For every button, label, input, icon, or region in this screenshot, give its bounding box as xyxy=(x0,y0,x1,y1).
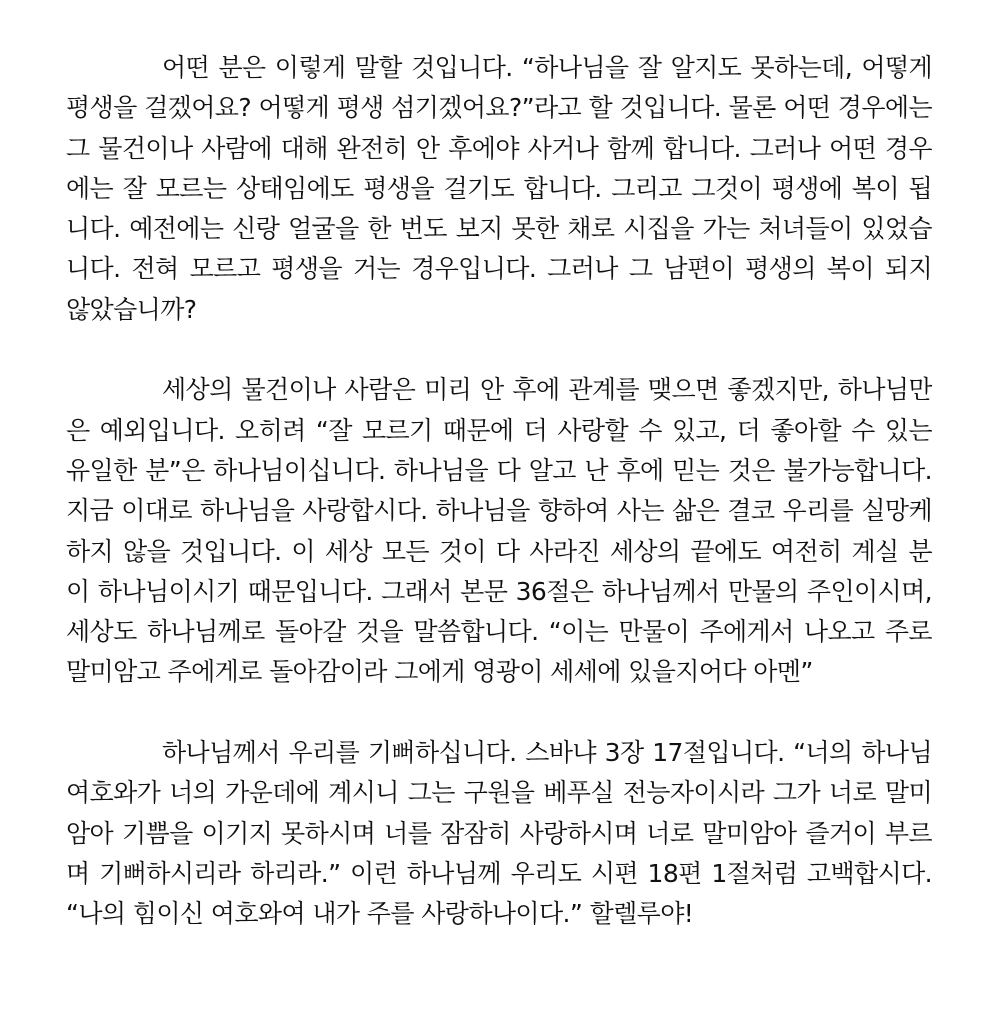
text-line: 하지 않을 것입니다. 이 세상 모든 것이 다 사라진 세상의 끝에도 여전히 계실 분 xyxy=(66,536,932,566)
text-line: 암아 기쁨을 이기지 못하시며 너를 잠잠히 사랑하시며 너로 말미암아 즐거이 부르 xyxy=(66,818,932,848)
text-line: 은 예외입니다. 오히려 “잘 모르기 때문에 더 사랑할 수 있고, 더 좋아할 수 있는 xyxy=(66,415,932,445)
text-line: 세상의 물건이나 사람은 미리 안 후에 관계를 맺으면 좋겠지만, 하나님만 xyxy=(162,375,932,405)
paragraph-spacer xyxy=(66,693,932,733)
text-line: 세상도 하나님께로 돌아갈 것을 말씀합니다. “이는 만물이 주에게서 나오고 주로 xyxy=(66,617,932,647)
text-line: 않았습니까? xyxy=(66,294,197,324)
document-page xyxy=(66,48,932,935)
text-line: 그 물건이나 사람에 대해 완전히 안 후에야 사거나 함께 합니다. 그러나 어떤 경우 xyxy=(66,133,932,163)
text-line: 평생을 걸겠어요? 어떻게 평생 섬기겠어요?”라고 할 것입니다. 물론 어떤 경우에는 xyxy=(66,93,932,123)
text-line: 지금 이대로 하나님을 사랑합시다. 하나님을 향하여 사는 삶은 결코 우리를 실망케 xyxy=(66,496,932,526)
text-line: 유일한 분”은 하나님이십니다. 하나님을 다 알고 난 후에 믿는 것은 불가능합니다. xyxy=(66,455,932,485)
text-line: 며 기뻐하시리라 하리라.” 이런 하나님께 우리도 시편 18편 1절처럼 고백합시다. xyxy=(66,858,932,888)
text-line: 어떤 분은 이렇게 말할 것입니다. “하나님을 잘 알지도 못하는데, 어떻게 xyxy=(162,53,932,82)
paragraph-2 xyxy=(66,370,932,692)
text-line: 여호와가 너의 가운데에 계시니 그는 구원을 베푸실 전능자이시라 그가 너로 말미 xyxy=(66,778,932,808)
text-line: 하나님께서 우리를 기뻐하십니다. 스바냐 3장 17절입니다. “너의 하나님 xyxy=(162,738,932,768)
paragraph-3 xyxy=(66,733,932,934)
text-line: 에는 잘 모르는 상태임에도 평생을 걸기도 합니다. 그리고 그것이 평생에 복이 됩 xyxy=(66,173,932,203)
paragraph-spacer xyxy=(66,330,932,370)
paragraph-1 xyxy=(66,48,932,330)
text-line: 말미암고 주에게로 돌아감이라 그에게 영광이 세세에 있을지어다 아멘” xyxy=(66,657,813,687)
text-line: 이 하나님이시기 때문입니다. 그래서 본문 36절은 하나님께서 만물의 주인이시며, xyxy=(66,576,932,606)
text-line: “나의 힘이신 여호와여 내가 주를 사랑하나이다.” 할렐루야! xyxy=(66,899,694,929)
text-line: 니다. 예전에는 신랑 얼굴을 한 번도 보지 못한 채로 시집을 가는 처녀들이 있었습 xyxy=(66,214,932,244)
text-line: 니다. 전혀 모르고 평생을 거는 경우입니다. 그러나 그 남편이 평생의 복이 되지 xyxy=(66,254,932,284)
